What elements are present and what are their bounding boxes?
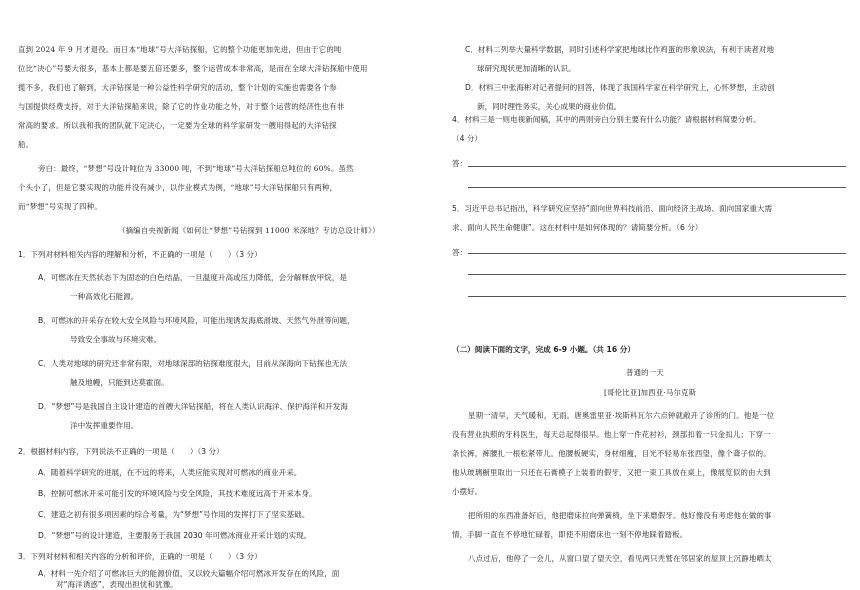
source-citation: （摘编自央视新闻《如何让“梦想”号钻探到 11000 米深地？专访总设计师》） [118, 226, 380, 235]
q1-option-a-cont: 一种高效化石能源。 [70, 292, 139, 301]
passage-line: 直到 2024 年 9 月才退役。而日本“地球”号大洋钻探船，它的整个功能更加先进，但由于它的吨 [18, 45, 342, 54]
q2-option-d: D．“梦想”号的设计建造，主要服务于我国 2030 年可燃冰商业开采计划的实现。 [38, 531, 312, 540]
narration-line: 个头小了，但是它要实现的功能并没有减少，以作业模式为例，“地球”号大洋钻探船只有两种， [18, 183, 338, 192]
q5-answer-label: 答： [452, 248, 468, 257]
narration-line: 而“梦想”号实现了四种。 [18, 202, 102, 211]
q3-option-c-cont: 球研究现状更加清晰的认识。 [477, 64, 576, 73]
story-paragraph-line: 条长裤，裤腰扎一根松紧带儿。他腰板硬实，身材细瘦，目光不轻易东张西望，像个聋子似的。 [452, 449, 771, 458]
passage-line: 常高的要求。所以我和我的团队就下定决心，一定要为全球的科学家研发一艘用得起的大洋钻探 [18, 121, 337, 130]
q3-option-a-cont: 对“海洋诱惑”，表现出担忧和犹豫。 [56, 580, 178, 589]
q4-answer-label: 答： [452, 159, 468, 168]
q2-option-b: B．控制可燃冰开采可能引发的环境风险与安全风险，其技术难度远高于开采本身。 [38, 489, 317, 498]
question-4-score: （4 分） [452, 134, 483, 143]
story-paragraph-line: 把所用的东西准备好后，他把磨床拉向弹簧椅，坐下来磨假牙。他好像没有考虑他在做的事 [468, 511, 772, 520]
question-1-stem: 1．下列对材料相关内容的理解和分析，不正确的一项是（ ）（3 分） [18, 250, 262, 259]
q2-option-a: A．随着科学研究的进展，在不远的将来，人类应能实现对可燃冰的商业开采。 [38, 468, 302, 477]
narration-line: 旁白：最终，“梦想”号设计吨位为 33000 吨，不到“地球”号大洋钻探船总吨位的 60%。虽然 [38, 164, 354, 173]
story-title: 普通的一天 [626, 368, 664, 377]
q1-option-d: D．“梦想”号是我国自主设计建造的首艘大洋钻探船，将在人类认识海洋、保护海洋和开发海 [38, 402, 348, 411]
q1-option-c-cont: 触及地幔，只能到达莫霍面。 [70, 378, 169, 387]
question-2-stem: 2．根据材料内容，下列说法不正确的一项是（ ）（3 分） [18, 447, 224, 456]
question-5-stem-cont: 求、面向人民生命健康”。这在材料中是如何体现的？请简要分析。（6 分） [452, 223, 703, 232]
q3-option-c: C．材料二列举大量科学数据，同时引述科学家把地球比作鸡蛋的形象说法，有利于读者对地 [465, 45, 775, 54]
q1-option-d-cont: 洋中发挥重要作用。 [70, 421, 139, 430]
story-paragraph-line: 八点过后，他停了一会儿，从窗口望了望天空，看见两只秃鹫在邻居家的屋顶上沉静地晒太 [468, 554, 772, 563]
passage-line: 揽不多，我们也了解到，大洋钻探是一种公益性科学研究的活动，整个计划的实施也需要各个参 [18, 83, 337, 92]
q1-option-b: B．可燃冰的开采存在较大安全风险与环境风险，可能出现诱发海底滑坡、天然气外泄等问题， [38, 316, 355, 325]
story-paragraph-line: 星期一清早，天气暖和，无雨。唐奥雷里亚·埃斯科瓦尔六点钟就敞开了诊所的门。他是一位 [468, 411, 775, 420]
story-paragraph-line: 没有营业执照的牙科医生，每天总起得很早。他上穿一件花衬衫，颈部扣着一只金扣儿；下穿一 [452, 430, 771, 439]
q5-answer-line[interactable] [468, 296, 846, 297]
q5-answer-line[interactable] [468, 253, 846, 254]
q5-answer-line[interactable] [468, 274, 846, 275]
question-4-stem: 4．材料三是一则电视新闻稿，其中的两则旁白分别主要有什么功能？请根据材料简要分析。 [452, 115, 761, 124]
q3-option-d-cont: 新，同时理性务实，关心成果的商业价值。 [477, 102, 622, 111]
question-5-stem: 5．习近平总书记指出，科学研究应坚持“面向世界科技前沿、面向经济主战场、面向国家重大需 [452, 204, 773, 213]
q4-answer-line[interactable] [468, 166, 846, 167]
question-3-stem: 3．下列对材料和相关内容的分析和评价，正确的一项是（ ）（3 分） [18, 552, 262, 561]
passage-line: 与国提供经费支持，对于大洋钻探船来说，除了它的作业功能之外，对于整个运营的经济性也有非 [18, 102, 345, 111]
passage-line: 位比“决心”号要大很多，基本上都是要五倍还要多，整个运营成本非常高，是而在全球大洋钻探船中使用 [18, 64, 368, 73]
q1-option-a: A．可燃冰在天然状态下为固态的白色结晶，一旦温度升高或压力降低，会分解释放甲烷，是 [38, 273, 347, 282]
passage-line: 船。 [18, 140, 34, 149]
story-paragraph-line: 情，手脚一直在不停地忙碌着，即使不用磨床也一刻不停地踩着踏板。 [452, 530, 688, 539]
q3-option-d: D．材料三中张海彬对记者提问的回答，体现了我国科学家在科学研究上，心怀梦想，主动创 [465, 83, 775, 92]
story-author: [哥伦比亚]加西亚·马尔克斯 [604, 388, 697, 397]
q4-answer-line[interactable] [468, 187, 846, 188]
section-2-heading: （二）阅读下面的文字，完成 6-9 小题。（共 16 分） [452, 345, 635, 354]
story-paragraph-line: 小摆好。 [452, 487, 483, 496]
q3-option-a: A．材料一先介绍了可燃冰巨大的能源价值，又以较大篇幅介绍可燃冰开发存在的风险，面 [38, 569, 340, 578]
story-paragraph-line: 他从玻璃橱里取出一只还在石膏模子上装着的假牙，又把一束工具放在桌上，像展览似的由大到 [452, 468, 771, 477]
q1-option-c: C．人类对地球的研究还非常有限，对地球深部的钻探难度很大，目前从深海向下钻探也无法 [38, 359, 348, 368]
q1-option-b-cont: 导致安全事故与环境灾难。 [70, 335, 162, 344]
q2-option-c: C．建造之初有很多项因素的综合考量，为“梦想”号作用的发挥打下了坚实基础。 [38, 510, 310, 519]
